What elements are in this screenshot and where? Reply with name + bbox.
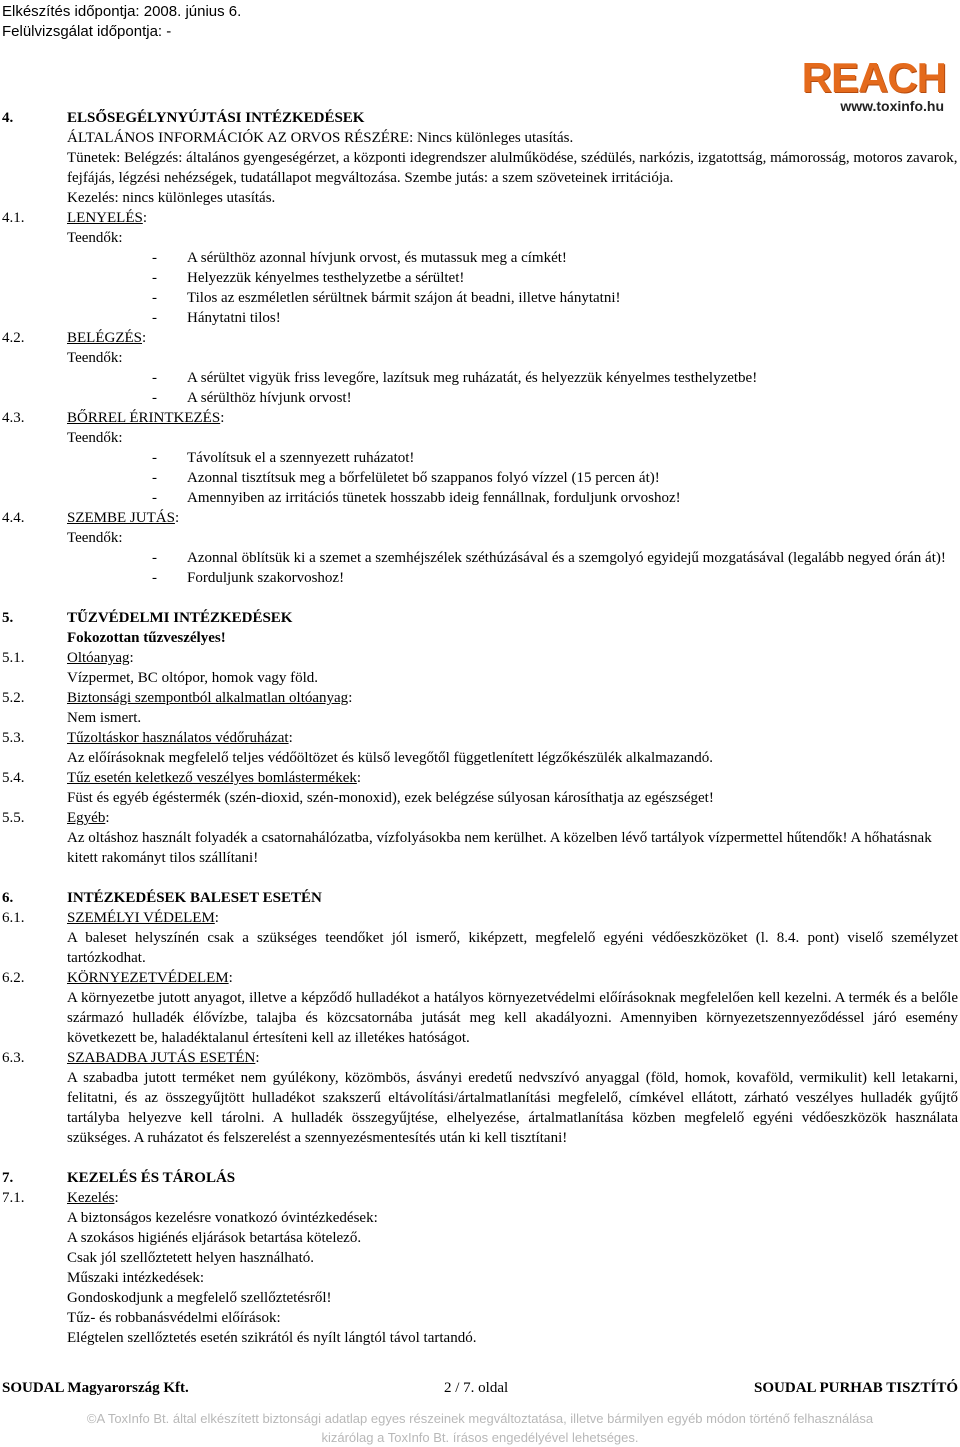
subsection-title: SZEMBE JUTÁS bbox=[67, 510, 175, 526]
list-item: - A sérülthöz hívjunk orvost! bbox=[152, 390, 352, 406]
subsection-number: 6.1. bbox=[2, 910, 25, 926]
section-title: TŰZVÉDELMI INTÉZKEDÉSEK bbox=[67, 610, 293, 626]
subsection-5-3: 5.3. Tűzoltáskor használatos védőruházat: bbox=[2, 730, 293, 746]
subsection-7-1 bbox=[2, 1188, 958, 1208]
subsection-title: BŐRREL ÉRINTKEZÉS bbox=[67, 410, 221, 426]
footer-company: SOUDAL Magyarország Kft. bbox=[2, 1380, 189, 1396]
section-5-heading bbox=[2, 608, 958, 628]
subsection-5-5: 5.5. Egyéb: bbox=[2, 810, 110, 826]
copyright-line: kizárólag a ToxInfo Bt. írásos engedélyével lehetséges. bbox=[321, 1430, 639, 1445]
subsection-text: Füst és egyéb égéstermék (szén-dioxid, szén-monoxid), ezek belégzése súlyosan károsíthatja az egészséget! bbox=[67, 790, 714, 806]
document-header bbox=[2, 2, 241, 42]
list-item: - Távolítsuk el a szennyezett ruházatot! bbox=[152, 450, 415, 466]
text-line: Elégtelen szellőztetés esetén szikrától és nyílt lángtól távol tartandó. bbox=[67, 1330, 477, 1346]
colon: : bbox=[174, 510, 180, 526]
subsection-5-2: 5.2. Biztonsági szempontból alkalmatlan oltóanyag: bbox=[2, 690, 353, 706]
subsection-6-3: 6.3. SZABADBA JUTÁS ESETÉN: bbox=[2, 1050, 260, 1066]
text-line: Gondoskodjunk a megfelelő szellőztetésről! bbox=[67, 1290, 332, 1306]
colon: : bbox=[220, 410, 225, 426]
symptoms-text: Tünetek: Belégzés: általános gyengeségérzet, a központi idegrendszer alulműködése, szédülés, narkózis, izgatottság, mámorosság, motoros zavarok, fejfájás, légzési nehézségek, tudatállapot megváltozása. Szembe jutás: a szem szöveteinek irritációja. bbox=[67, 150, 958, 186]
document-body bbox=[2, 108, 958, 1348]
section-number: 7. bbox=[2, 1170, 14, 1186]
todo-label: Teendők: bbox=[67, 430, 123, 446]
subsection-text: Nem ismert. bbox=[67, 710, 142, 726]
text-line: A szokásos higiénés eljárások betartása kötelező. bbox=[67, 1230, 362, 1246]
copyright-notice bbox=[0, 1409, 960, 1447]
subsection-text: Vízpermet, BC oltópor, homok vagy föld. bbox=[67, 670, 319, 686]
subsection-title: KÖRNYEZETVÉDELEM bbox=[67, 970, 229, 986]
text-line: Műszaki intézkedések: bbox=[67, 1270, 205, 1286]
subsection-title: SZEMÉLYI VÉDELEM bbox=[67, 910, 215, 926]
subsection-number: 7.1. bbox=[2, 1190, 25, 1206]
subsection-number: 5.4. bbox=[2, 770, 25, 786]
subsection-title: Egyéb bbox=[67, 810, 106, 826]
section-number: 6. bbox=[2, 890, 14, 906]
fire-warning: Fokozottan tűzveszélyes! bbox=[67, 630, 226, 646]
revised-date: Felülvizsgálat időpontja: - bbox=[2, 23, 172, 40]
subsection-number: 4.3. bbox=[2, 410, 25, 426]
section-6-heading bbox=[2, 888, 958, 908]
subsection-4-4 bbox=[2, 508, 958, 528]
subsection-number: 5.5. bbox=[2, 810, 25, 826]
section-number: 4. bbox=[2, 110, 14, 126]
list-item: - A sérülthöz azonnal hívjunk orvost, és mutassuk meg a címkét! bbox=[152, 250, 567, 266]
footer-product: SOUDAL PURHAB TISZTÍTÓ bbox=[754, 1380, 958, 1396]
subsection-title: BELÉGZÉS bbox=[67, 330, 142, 346]
reach-logo bbox=[770, 54, 946, 114]
todo-label: Teendők: bbox=[67, 230, 123, 246]
general-info: ÁLTALÁNOS INFORMÁCIÓK AZ ORVOS RÉSZÉRE: Nincs különleges utasítás. bbox=[67, 130, 574, 146]
section-4-heading bbox=[2, 108, 958, 128]
subsection-text: A baleset helyszínén csak a szükséges teendőket jól ismerő, kiképzett, megfelelő egyéni védőeszközöket (l. 8.4. pont) viselő személyzet tartózkodhat. bbox=[67, 930, 958, 966]
subsection-title: SZABADBA JUTÁS ESETÉN bbox=[67, 1050, 256, 1066]
subsection-title: Tűz esetén keletkező veszélyes bomlástermékek bbox=[67, 770, 357, 786]
subsection-text: A szabadba jutott terméket nem gyúlékony, közömbös, ásványi eredetű nedvszívó anyaggal (föld, homok, kovaföld, vermikulit) kell letakarni, felitatni, és az összegyűjtött hulladékot szakszerű eltávolítási/ártalmatlanítási megfelelő, címkével ellátott, zárható veszélyes hulladék gyűjtő tartályba helyezve kell tárolni. A hulladék összegyűjtése, elhelyezése, ártalmatlanítása közben megfelelő egyéni védőeszközök használata szükséges. A ruházatot és felszerelést a szennyezésmentesítés után ki kell tisztítani! bbox=[67, 1070, 958, 1146]
subsection-number: 5.1. bbox=[2, 650, 25, 666]
subsection-4-3 bbox=[2, 408, 958, 428]
list-item: - Forduljunk szakorvoshoz! bbox=[152, 570, 345, 586]
subsection-number: 4.2. bbox=[2, 330, 25, 346]
created-date: Elkészítés időpontja: 2008. június 6. bbox=[2, 3, 242, 20]
subsection-title: Biztonsági szempontból alkalmatlan oltóanyag bbox=[67, 690, 349, 706]
todo-label: Teendők: bbox=[67, 350, 123, 366]
list-item: - Helyezzük kényelmes testhelyzetbe a sérültet! bbox=[152, 270, 465, 286]
text-line: Csak jól szellőztetett helyen használható. bbox=[67, 1250, 315, 1266]
subsection-number: 6.3. bbox=[2, 1050, 25, 1066]
section-title: ELSŐSEGÉLYNYÚJTÁSI INTÉZKEDÉSEK bbox=[67, 110, 365, 126]
list-item: - Azonnal öblítsük ki a szemet a szemhéjszélek széthúzásával és a szemgolyó egyidejű mozgatásával (legalább negyed órán át)! bbox=[152, 550, 946, 566]
footer-page-number: 2 / 7. oldal bbox=[444, 1380, 509, 1396]
subsection-6-2: 6.2. KÖRNYEZETVÉDELEM: bbox=[2, 970, 233, 986]
todo-label: Teendők: bbox=[67, 530, 123, 546]
subsection-number: 4.1. bbox=[2, 210, 25, 226]
subsection-title: Oltóanyag bbox=[67, 650, 130, 666]
section-title: KEZELÉS ÉS TÁROLÁS bbox=[67, 1170, 236, 1186]
subsection-number: 5.3. bbox=[2, 730, 25, 746]
section-number: 5. bbox=[2, 610, 14, 626]
list-item: - Tilos az eszméletlen sérültnek bármit szájon át beadni, illetve hánytatni! bbox=[152, 290, 621, 306]
subsection-number: 4.4. bbox=[2, 510, 25, 526]
section-7-heading bbox=[2, 1168, 958, 1188]
logo-word: REACH bbox=[801, 54, 946, 101]
subsection-5-4: 5.4. Tűz esetén keletkező veszélyes bomlástermékek: bbox=[2, 770, 362, 786]
list-item: - A sérültet vigyük friss levegőre, lazítsuk meg ruházatát, és helyezzük kényelmes testhelyzetbe! bbox=[152, 370, 758, 386]
subsection-4-1 bbox=[2, 208, 958, 228]
colon: : bbox=[114, 1190, 119, 1206]
subsection-4-2 bbox=[2, 328, 958, 348]
subsection-text: A környezetbe jutott anyagot, illetve a képződő hulladékot a hatályos környezetvédelmi előírásoknak megfelelően kell kezelni. A termék és a belőle származó hulladék élővízbe, talajba és közcsatornába jutását meg kell akadályozni. Amennyiben környezetszennyeződéssel járó esemény következett be, haladéktalanul értesíteni kell az illetékes hatóságot. bbox=[67, 990, 958, 1046]
subsection-text: Az előírásoknak megfelelő teljes védőöltözet és külső levegőtől függetlenített légzőkészülék alkalmazandó. bbox=[67, 750, 714, 766]
logo-url: www.toxinfo.hu bbox=[840, 98, 944, 114]
colon: : bbox=[142, 330, 147, 346]
list-item: - Azonnal tisztítsuk meg a bőrfelületet bő szappanos folyó vízzel (15 percen át)! bbox=[152, 470, 660, 486]
subsection-number: 6.2. bbox=[2, 970, 25, 986]
subsection-title: Tűzoltáskor használatos védőruházat bbox=[67, 730, 289, 746]
colon: : bbox=[142, 210, 147, 226]
subsection-title: Kezelés bbox=[67, 1190, 115, 1206]
subsection-text: Az oltáshoz használt folyadék a csatornahálózatba, vízfolyásokba nem kerülhet. A közelben lévő tartályok vízpermettel hűtendők! A hőhatásnak kitett rakományt tilos szállítani! bbox=[67, 830, 932, 866]
copyright-line: ©A ToxInfo Bt. által elkészített biztonsági adatlap egyes részeinek megváltoztatása, illetve bármilyen egyéb módon történő felhasználása bbox=[86, 1411, 874, 1426]
treatment-text: Kezelés: nincs különleges utasítás. bbox=[67, 190, 276, 206]
text-line: A biztonságos kezelésre vonatkozó óvintézkedések: bbox=[67, 1210, 378, 1226]
subsection-5-1: 5.1. Oltóanyag: bbox=[2, 650, 134, 666]
list-item: - Hánytatni tilos! bbox=[152, 310, 281, 326]
list-item: - Amennyiben az irritációs tünetek hosszabb ideig fennállnak, forduljunk orvoshoz! bbox=[152, 490, 681, 506]
text-line: Tűz- és robbanásvédelmi előírások: bbox=[67, 1310, 281, 1326]
subsection-title: LENYELÉS bbox=[67, 210, 143, 226]
subsection-number: 5.2. bbox=[2, 690, 25, 706]
subsection-6-1: 6.1. SZEMÉLYI VÉDELEM: bbox=[2, 910, 219, 926]
section-title: INTÉZKEDÉSEK BALESET ESETÉN bbox=[67, 890, 322, 906]
